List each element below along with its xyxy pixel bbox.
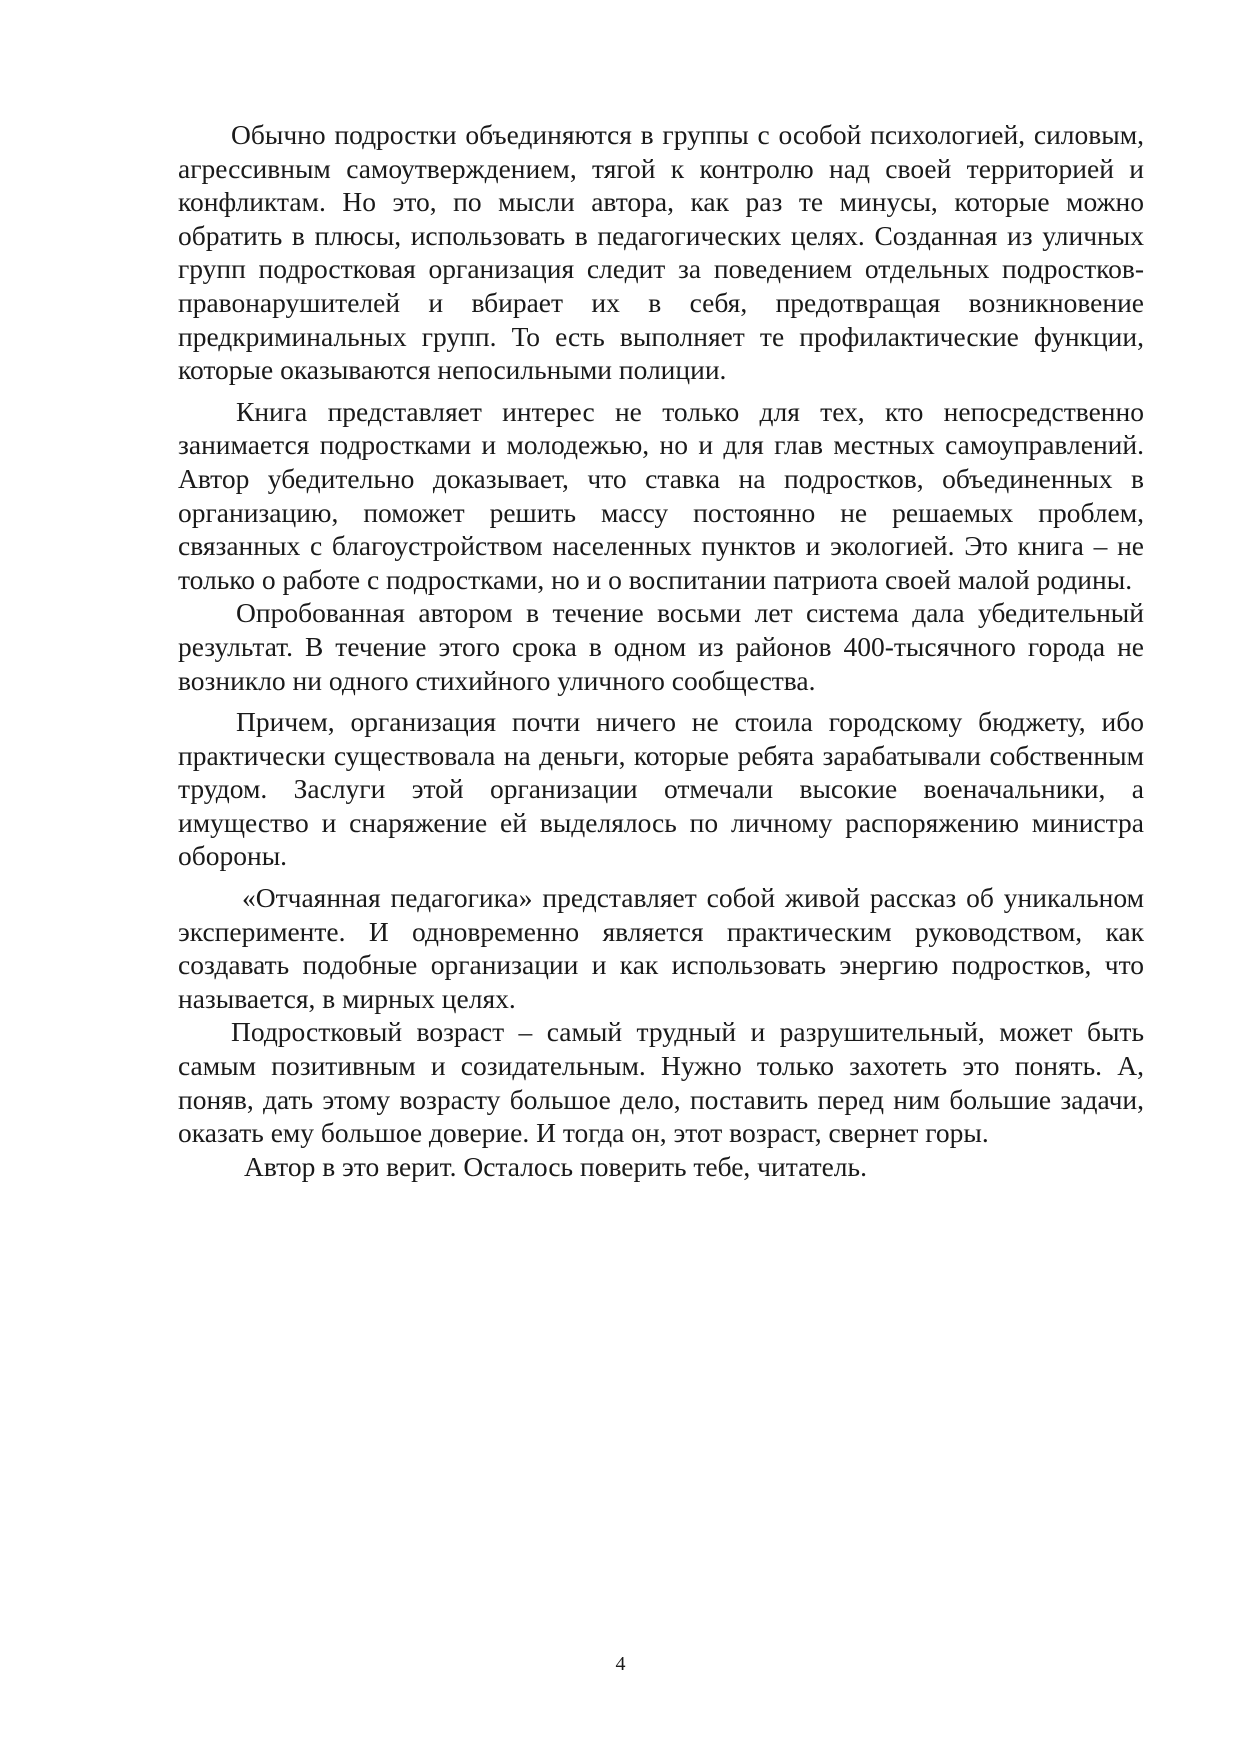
paragraph-1: Обычно подростки объединяются в группы с особой психологией, силовым, агрессивным самоутверждением, тягой к контролю над своей территорией и конфликтам. Но это, по мысли автора, как раз те минусы, которые можно обратить в плюсы, использовать в педагогических целях. Созданная из уличных групп подростковая организация следит за поведением отдельных подростков-правонарушителей и вбирает их в себя, предотвращая возникновение предкриминальных групп. То есть выполняет те профилактические функции, которые оказываются непосильными полиции.	[178, 119, 1144, 386]
paragraph-5: «Отчаянная педагогика» представляет собой живой рассказ об уникальном эксперименте. И одновременно является практическим руководством, как создавать подобные организации и как использовать энергию подростков, что называется, в мирных целях.	[178, 882, 1144, 1014]
page-number: 4	[615, 1653, 626, 1675]
body-text	[178, 118, 1144, 1183]
paragraph-6: Подростковый возраст – самый трудный и разрушительный, может быть самым позитивным и созидательным. Нужно только захотеть это понять. А, поняв, дать этому возрасту большое дело, поставить перед ним большие задачи, оказать ему большое доверие. И тогда он, этот возраст, свернет горы.	[178, 1016, 1144, 1149]
paragraph-7: Автор в это верит. Осталось поверить тебе, читатель.	[244, 1150, 867, 1182]
paragraph-2: Книга представляет интерес не только для тех, кто непосредственно занимается подростками и молодежью, но и для глав местных самоуправлений. Автор убедительно доказывает, что ставка на подростков, объединенных в организацию, поможет решить массу постоянно не решаемых проблем, связанных с благоустройством населенных пунктов и экологией. Это книга – не только о работе с подростками, но и о воспитании патриота своей малой родины.	[178, 395, 1144, 595]
paragraph-4: Причем, организация почти ничего не стоила городскому бюджету, ибо практически существовала на деньги, которые ребята зарабатывали собственным трудом. Заслуги этой организации отмечали высокие военачальники, а имущество и снаряжение ей выделялось по личному распоряжению министра обороны.	[178, 706, 1144, 872]
paragraph-3: Опробованная автором в течение восьми лет система дала убедительный результат. В течение этого срока в одном из районов 400-тысячного города не возникло ни одного стихийного уличного сообщества.	[178, 597, 1144, 696]
